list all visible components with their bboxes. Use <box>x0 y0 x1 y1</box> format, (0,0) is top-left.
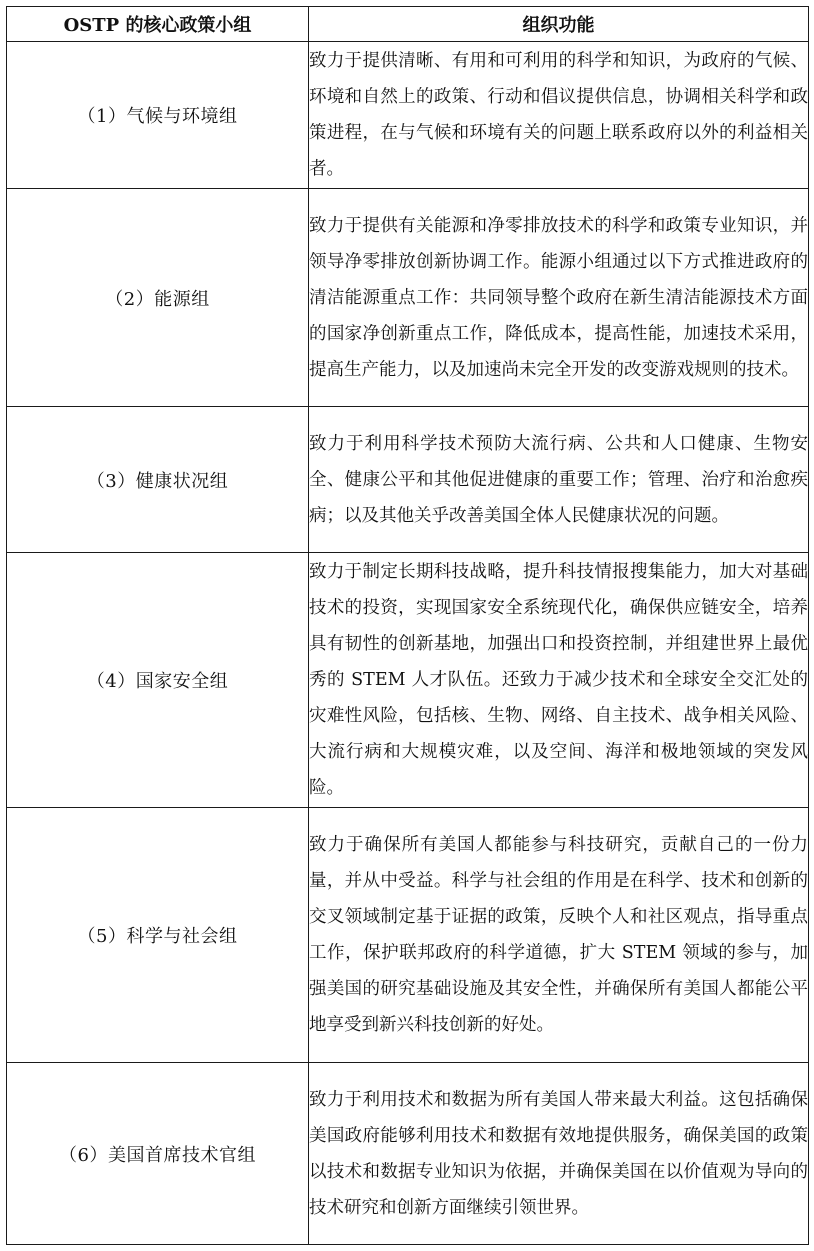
group-name-cell: （4）国家安全组 <box>7 553 309 808</box>
table-row <box>7 42 809 189</box>
group-name-cell: （5）科学与社会组 <box>7 808 309 1063</box>
group-function-cell: 致力于利用技术和数据为所有美国人带来最大利益。这包括确保美国政府能够利用技术和数据有效地提供服务，确保美国的政策以技术和数据专业知识为依据，并确保美国在以价值观为导向的技术研究和创新方面继续引领世界。 <box>309 1063 809 1245</box>
group-function-cell: 致力于制定长期科技战略，提升科技情报搜集能力，加大对基础技术的投资，实现国家安全系统现代化，确保供应链安全，培养具有韧性的创新基地，加强出口和投资控制，并组建世界上最优秀的 STEM 人才队伍。还致力于减少技术和全球安全交汇处的灾难性风险，包括核、生物、网络、自主技术、战争相关风险、大流行病和大规模灾难，以及空间、海洋和极地领域的突发风险。 <box>309 553 809 808</box>
group-name-cell: （1）气候与环境组 <box>7 42 309 189</box>
group-name-cell: （2）能源组 <box>7 189 309 407</box>
group-function-cell: 致力于提供有关能源和净零排放技术的科学和政策专业知识，并领导净零排放创新协调工作。能源小组通过以下方式推进政府的清洁能源重点工作：共同领导整个政府在新生清洁能源技术方面的国家净创新重点工作，降低成本，提高性能，加速技术采用，提高生产能力，以及加速尚未完全开发的改变游戏规则的技术。 <box>309 189 809 407</box>
table-header-row <box>7 7 809 42</box>
table-row <box>7 808 809 1063</box>
table-row <box>7 1063 809 1245</box>
group-name-cell: （6）美国首席技术官组 <box>7 1063 309 1245</box>
table-row <box>7 189 809 407</box>
policy-groups-table <box>6 6 809 1245</box>
table-row <box>7 407 809 553</box>
table-row <box>7 553 809 808</box>
group-name-cell: （3）健康状况组 <box>7 407 309 553</box>
group-function-cell: 致力于利用科学技术预防大流行病、公共和人口健康、生物安全、健康公平和其他促进健康的重要工作；管理、治疗和治愈疾病；以及其他关乎改善美国全体人民健康状况的问题。 <box>309 407 809 553</box>
header-function-column: 组织功能 <box>309 7 809 42</box>
group-function-cell: 致力于提供清晰、有用和可利用的科学和知识，为政府的气候、环境和自然上的政策、行动和倡议提供信息，协调相关科学和政策进程，在与气候和环境有关的问题上联系政府以外的利益相关者。 <box>309 42 809 189</box>
header-group-column: OSTP 的核心政策小组 <box>7 7 309 42</box>
group-function-cell: 致力于确保所有美国人都能参与科技研究，贡献自己的一份力量，并从中受益。科学与社会组的作用是在科学、技术和创新的交叉领域制定基于证据的政策，反映个人和社区观点，指导重点工作，保护联邦政府的科学道德，扩大 STEM 领域的参与，加强美国的研究基础设施及其安全性，并确保所有美国人都能公平地享受到新兴科技创新的好处。 <box>309 808 809 1063</box>
